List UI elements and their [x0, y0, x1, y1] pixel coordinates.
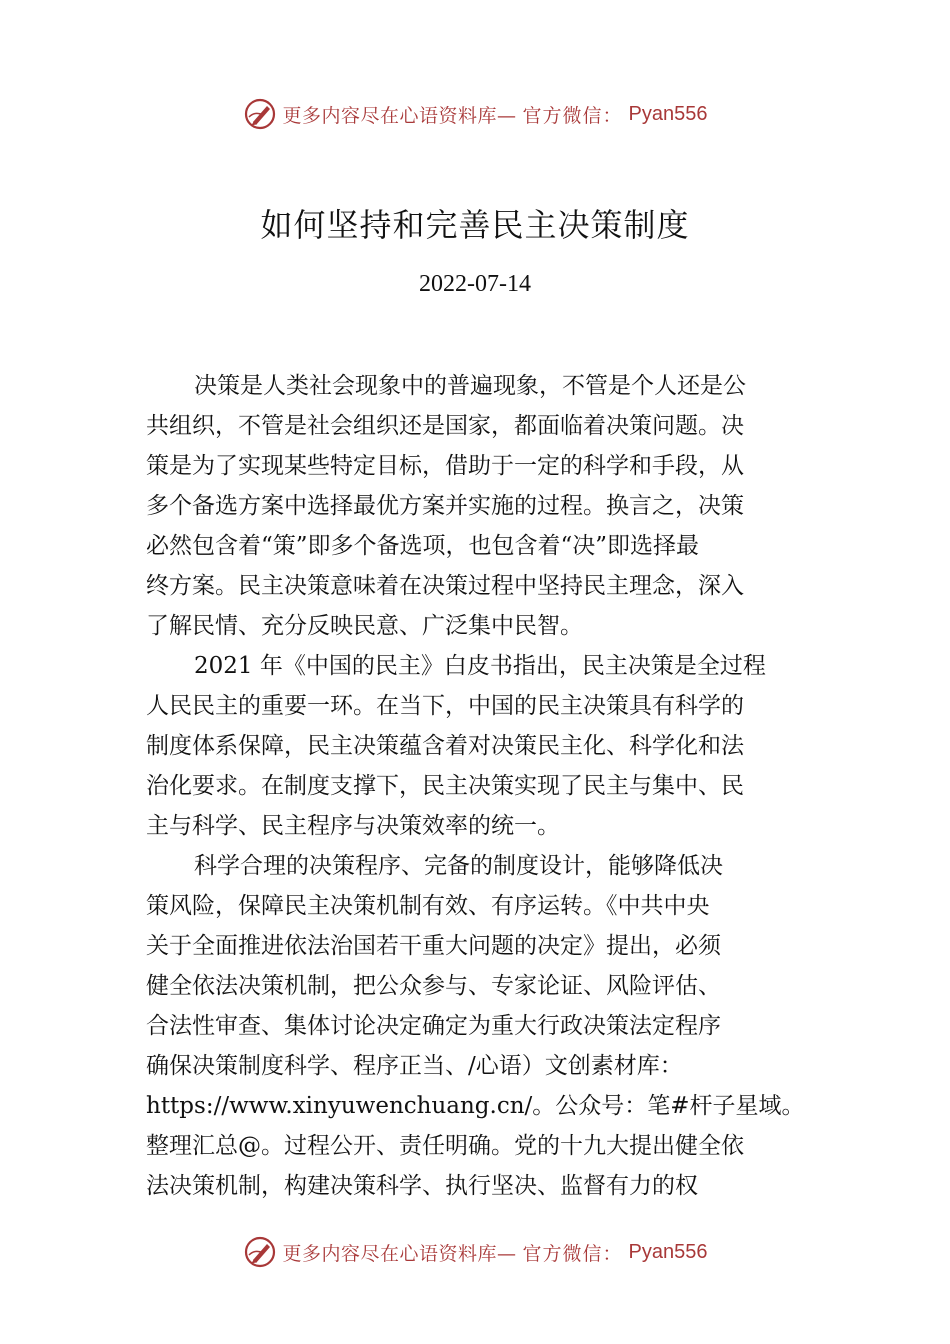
pen-logo-icon: [243, 97, 277, 131]
paragraph-line: 制度体系保障，民主决策蕴含着对决策民主化、科学化和法: [146, 733, 744, 759]
paragraph-line: 多个备选方案中选择最优方案并实施的过程。换言之，决策: [146, 493, 744, 519]
paragraph-line: 共组织，不管是社会组织还是国家，都面临着决策问题。决: [146, 413, 744, 439]
wechat-label: 官方微信：: [522, 104, 623, 127]
wechat-account: Pyan556: [628, 1240, 708, 1263]
paragraph-line: 策是为了实现某些特定目标，借助于一定的科学和手段，从: [146, 453, 744, 479]
paragraph-line: 关于全面推进依法治国若干重大问题的决定》提出，必须: [146, 933, 721, 959]
paragraph-line: 整理汇总@。过程公开、责任明确。党的十九大提出健全依: [146, 1133, 744, 1159]
paragraph-line: 人民民主的重要一环。在当下，中国的民主决策具有科学的: [146, 693, 744, 719]
banner-text: 更多内容尽在心语资料库—: [282, 104, 517, 127]
paragraph-line: 法决策机制，构建决策科学、执行坚决、监督有力的权: [146, 1173, 698, 1199]
header-banner: [0, 94, 950, 134]
banner-text: 更多内容尽在心语资料库—: [282, 1242, 517, 1265]
paragraph-line: 治化要求。在制度支撑下，民主决策实现了民主与集中、民: [146, 773, 744, 799]
article-body: [146, 366, 810, 1206]
publish-date: 2022-07-14: [419, 271, 531, 297]
paragraph-line: 了解民情、充分反映民意、广泛集中民智。: [146, 613, 583, 639]
pen-logo-icon: [243, 1235, 277, 1269]
paragraph-line: 科学合理的决策程序、完备的制度设计，能够降低决: [194, 853, 723, 879]
paragraph-line: 确保决策制度科学、程序正当、/心语）文创素材库：: [146, 1053, 683, 1079]
paragraph-line: https://www.xinyuwenchuang.cn/。公众号：笔#杆子星域。: [146, 1093, 805, 1119]
paragraph-line: 决策是人类社会现象中的普遍现象，不管是个人还是公: [194, 373, 746, 399]
paragraph-line: 2021 年《中国的民主》白皮书指出，民主决策是全过程: [194, 653, 766, 679]
paragraph-line: 主与科学、民主程序与决策效率的统一。: [146, 813, 560, 839]
paragraph-line: 终方案。民主决策意味着在决策过程中坚持民主理念，深入: [146, 573, 744, 599]
footer-banner: [0, 1232, 950, 1272]
paragraph-line: 合法性审查、集体讨论决定确定为重大行政决策法定程序: [146, 1013, 721, 1039]
paragraph-line: 必然包含着“策”即多个备选项，也包含着“决”即选择最: [146, 533, 700, 559]
page-title: 如何坚持和完善民主决策制度: [260, 206, 690, 244]
paragraph-line: 策风险，保障民主决策机制有效、有序运转。《中共中央: [146, 893, 710, 919]
wechat-label: 官方微信：: [522, 1242, 623, 1265]
paragraph-line: 健全依法决策机制，把公众参与、专家论证、风险评估、: [146, 973, 721, 999]
wechat-account: Pyan556: [628, 102, 708, 125]
